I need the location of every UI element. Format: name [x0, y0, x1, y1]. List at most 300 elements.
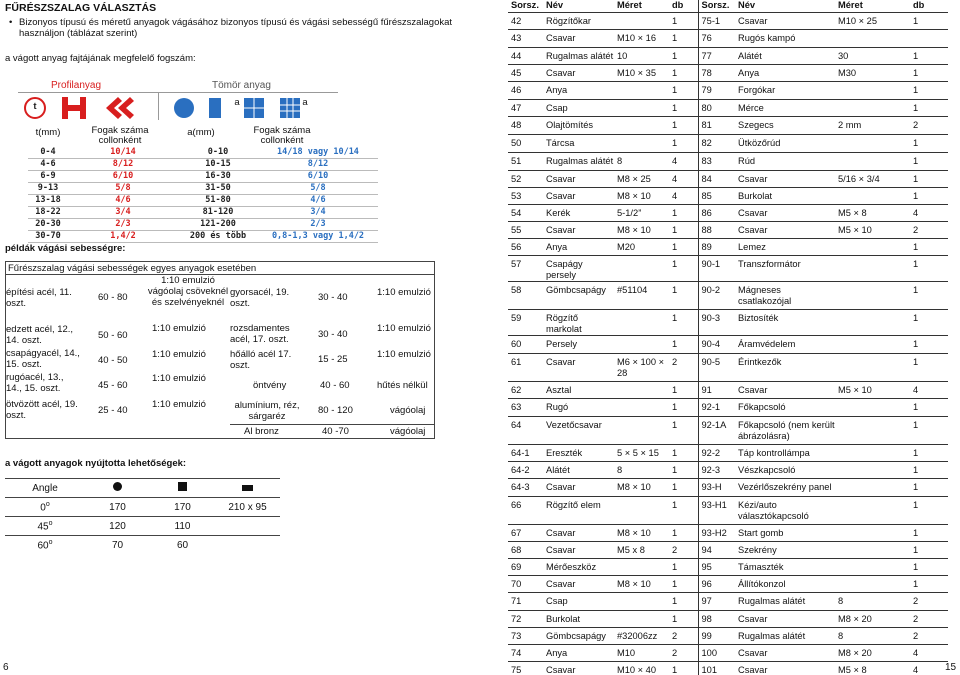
parts-cell: 92-3: [698, 461, 735, 478]
parts-cell: [614, 610, 669, 627]
parts-cell: 1: [669, 661, 698, 675]
parts-cell: 4: [669, 170, 698, 187]
teeth-cell: 0-10: [207, 146, 229, 157]
material-r3: hőálló acél 17. oszt.: [230, 349, 292, 371]
teeth-table: [28, 146, 378, 243]
parts-cell: 1: [669, 592, 698, 610]
parts-cell: 1: [669, 575, 698, 592]
parts-cell: 1: [910, 187, 948, 204]
h-beam-icon: [60, 95, 88, 121]
parts-cell: 2: [669, 644, 698, 661]
parts-row: [508, 152, 948, 170]
teeth-cell: 6-9: [40, 171, 56, 181]
parts-row: [508, 116, 948, 134]
material-r6: Al bronz: [244, 426, 279, 437]
parts-cell: Mágneses csatlakozójal: [735, 281, 835, 309]
parts-cell: 52: [508, 170, 543, 187]
intro-bullet: [5, 17, 460, 39]
teeth-row: [28, 158, 378, 170]
angle-profile-icon: [102, 95, 136, 121]
parts-cell: [835, 238, 910, 255]
parts-cell: Lemez: [735, 238, 835, 255]
coolant-r1: 1:10 emulzió: [377, 287, 431, 298]
parts-cell: Érintkezők: [735, 353, 835, 381]
parts-cell: Gömbcsapágy: [543, 627, 614, 644]
parts-cell: [835, 281, 910, 309]
teeth-row: [28, 218, 378, 230]
parts-cell: 90-2: [698, 281, 735, 309]
parts-cell: 2 mm: [835, 116, 910, 134]
parts-cell: M8 × 20: [835, 610, 910, 627]
parts-cell: M8 × 25: [614, 170, 669, 187]
parts-cell: 47: [508, 99, 543, 116]
degree-mark: o: [48, 519, 53, 527]
teeth-cell: 4-6: [40, 159, 56, 169]
parts-cell: 1: [669, 496, 698, 524]
parts-cell: Vezetőcsavar: [543, 416, 614, 444]
teeth-cell: 2/3: [115, 219, 131, 229]
parts-cell: 43: [508, 29, 543, 47]
parts-cell: Transzformátor: [735, 255, 835, 281]
parts-cell: [614, 592, 669, 610]
teeth-cell: 6/10: [307, 171, 329, 181]
right-page: [508, 0, 960, 675]
parts-row: [508, 134, 948, 152]
parts-row: [508, 335, 948, 353]
parts-row: [508, 47, 948, 64]
capacity-value: 110: [174, 520, 191, 532]
parts-cell: 1: [669, 309, 698, 335]
parts-cell: 2: [669, 627, 698, 644]
angle-value: [5, 498, 85, 517]
flat-bar-icon: [209, 98, 221, 118]
parts-row: [508, 610, 948, 627]
angle-degrees: 45: [37, 521, 49, 533]
material-5: ötvözött acél, 19. oszt.: [6, 399, 78, 421]
parts-cell: 1: [669, 204, 698, 221]
parts-header-row: [508, 0, 948, 12]
parts-cell: 56: [508, 238, 543, 255]
parts-cell: 51: [508, 152, 543, 170]
parts-cell: [614, 398, 669, 416]
parts-cell: Csavar: [543, 478, 614, 496]
material-r4: öntvény: [253, 380, 287, 391]
capacity-value: 70: [111, 539, 124, 551]
teeth-cell: 4/6: [115, 195, 131, 205]
parts-cell: [835, 99, 910, 116]
parts-row: [508, 64, 948, 81]
bullet-dot-icon: •: [9, 17, 13, 28]
parts-cell: Szekrény: [735, 541, 835, 558]
parts-row: [508, 398, 948, 416]
parts-cell: 46: [508, 81, 543, 99]
parts-cell: Csavar: [543, 524, 614, 541]
material-r1: gyorsacél, 19. oszt.: [230, 287, 290, 309]
parts-cell: [614, 255, 669, 281]
parts-cell: 90-1: [698, 255, 735, 281]
parts-cell: 93-H2: [698, 524, 735, 541]
coolant-r6: vágóolaj: [390, 426, 426, 437]
parts-cell: 95: [698, 558, 735, 575]
speed-2: 50 - 60: [98, 330, 128, 341]
parts-cell: M20: [614, 238, 669, 255]
parts-cell: 2: [669, 541, 698, 558]
teeth-cell: 81-120: [202, 207, 234, 217]
teeth-row: [28, 230, 378, 242]
teeth-cell: 5/8: [115, 183, 131, 193]
intro-text: Bizonyos típusú és méretű anyagok vágásához bizonyos típusú és vágási sebességű fűrészszalagokat használjon (táblázat szerint): [19, 17, 453, 39]
material-1: építési acél, 11. oszt.: [6, 287, 72, 309]
parts-cell: 86: [698, 204, 735, 221]
parts-cell: Rögzítőkar: [543, 12, 614, 29]
parts-row: [508, 187, 948, 204]
icon-t-label: t: [33, 101, 37, 112]
rect-section-icon: [215, 479, 280, 498]
parts-cell: [614, 99, 669, 116]
parts-cell: [835, 152, 910, 170]
parts-header-cell: Név: [543, 0, 614, 12]
parts-cell: 2: [910, 221, 948, 238]
parts-cell: Kézi/auto választókapcsoló: [735, 496, 835, 524]
col-fogak-1: Fogak száma collonként: [91, 125, 149, 146]
parts-cell: Biztosíték: [735, 309, 835, 335]
teeth-cell: 5/8: [310, 183, 326, 193]
speed-table: [5, 261, 435, 439]
parts-cell: 44: [508, 47, 543, 64]
parts-header-cell: Sorsz.: [508, 0, 543, 12]
parts-cell: 2: [910, 116, 948, 134]
parts-cell: [835, 335, 910, 353]
parts-cell: 59: [508, 309, 543, 335]
parts-row: [508, 309, 948, 335]
page-number-right: 15: [945, 662, 957, 673]
parts-cell: M8 × 10: [614, 478, 669, 496]
parts-cell: #32006zz: [614, 627, 669, 644]
parts-cell: 1: [669, 335, 698, 353]
angle-header-row: [5, 479, 280, 498]
material-3: csapágyacél, 14., 15. oszt.: [6, 348, 80, 370]
speed-bottom-rule: [230, 424, 434, 425]
parts-cell: 1: [669, 29, 698, 47]
parts-cell: M5 × 8: [835, 661, 910, 675]
parts-cell: 1: [669, 12, 698, 29]
parts-cell: [835, 444, 910, 461]
parts-cell: Csavar: [735, 170, 835, 187]
parts-cell: Csavar: [735, 610, 835, 627]
material-4: rugóacél, 13., 14., 15. oszt.: [6, 372, 64, 394]
parts-cell: 1: [910, 134, 948, 152]
parts-cell: Burkolat: [735, 187, 835, 204]
parts-row: [508, 170, 948, 187]
parts-cell: M8 × 10: [614, 221, 669, 238]
parts-cell: 1: [910, 47, 948, 64]
parts-cell: 88: [698, 221, 735, 238]
coolant-r2: 1:10 emulzió: [377, 323, 431, 334]
parts-cell: Rögzítő markolat: [543, 309, 614, 335]
parts-cell: 1: [910, 335, 948, 353]
parts-cell: [614, 309, 669, 335]
parts-cell: [614, 335, 669, 353]
material-2: edzett acél, 12., 14. oszt.: [6, 324, 74, 346]
parts-row: [508, 541, 948, 558]
coolant-3: 1:10 emulzió: [152, 349, 206, 360]
parts-cell: 8: [614, 461, 669, 478]
capacity-value: 170: [109, 501, 126, 513]
parts-cell: 1: [910, 478, 948, 496]
parts-cell: Csavar: [735, 381, 835, 398]
parts-cell: 1: [669, 381, 698, 398]
parts-cell: 1: [669, 221, 698, 238]
parts-cell: 1: [669, 281, 698, 309]
parts-header-cell: Sorsz.: [698, 0, 735, 12]
parts-row: [508, 353, 948, 381]
parts-cell: 1: [669, 64, 698, 81]
parts-cell: M30: [835, 64, 910, 81]
teeth-cell: 18-22: [35, 207, 61, 217]
parts-row: [508, 461, 948, 478]
capacity-value: 120: [109, 520, 126, 532]
parts-cell: 94: [698, 541, 735, 558]
parts-cell: 69: [508, 558, 543, 575]
parts-cell: Csavar: [735, 12, 835, 29]
parts-cell: Anya: [543, 81, 614, 99]
parts-cell: 1: [669, 116, 698, 134]
parts-cell: 2: [910, 592, 948, 610]
parts-cell: M5 × 10: [835, 221, 910, 238]
parts-table: [508, 0, 948, 675]
parts-cell: 42: [508, 12, 543, 29]
parts-cell: 1: [910, 64, 948, 81]
parts-cell: 1: [910, 353, 948, 381]
speed-4: 45 - 60: [98, 380, 128, 391]
parts-cell: 62: [508, 381, 543, 398]
parts-cell: Csavar: [543, 541, 614, 558]
page-number-left: 6: [3, 662, 9, 673]
speed-table-title: Fűrészszalag vágási sebességek egyes anyagok esetében: [8, 263, 257, 274]
parts-cell: 2: [910, 627, 948, 644]
parts-cell: 93-H: [698, 478, 735, 496]
parts-cell: 1: [910, 309, 948, 335]
speed-5: 25 - 40: [98, 405, 128, 416]
parts-cell: 54: [508, 204, 543, 221]
parts-cell: 1: [910, 541, 948, 558]
teeth-row: [28, 182, 378, 194]
parts-row: [508, 381, 948, 398]
parts-cell: Főkapcsoló: [735, 398, 835, 416]
parts-cell: 4: [669, 152, 698, 170]
teeth-cell: 13-18: [35, 195, 61, 205]
parts-cell: 58: [508, 281, 543, 309]
parts-cell: 10: [614, 47, 669, 64]
coolant-2: 1:10 emulzió: [152, 323, 206, 334]
parts-cell: 66: [508, 496, 543, 524]
parts-cell: Persely: [543, 335, 614, 353]
parts-cell: Csavar: [735, 661, 835, 675]
parts-cell: Start gomb: [735, 524, 835, 541]
parts-cell: 2: [910, 610, 948, 627]
parts-cell: Asztal: [543, 381, 614, 398]
parts-cell: 1: [910, 99, 948, 116]
round-bar-icon: [174, 98, 194, 118]
parts-cell: Csavar: [543, 661, 614, 675]
parts-cell: 1: [910, 461, 948, 478]
parts-cell: [835, 398, 910, 416]
speed-r4: 40 - 60: [320, 380, 350, 391]
parts-cell: 64-1: [508, 444, 543, 461]
parts-cell: 71: [508, 592, 543, 610]
parts-cell: 92-1: [698, 398, 735, 416]
parts-cell: 55: [508, 221, 543, 238]
parts-cell: M10 × 35: [614, 64, 669, 81]
parts-row: [508, 661, 948, 675]
parts-cell: 89: [698, 238, 735, 255]
speed-heading: példák vágási sebességre:: [5, 243, 126, 254]
parts-cell: 1: [669, 398, 698, 416]
coolant-1: 1:10 emulzió vágóolaj csöveknél és szelvényeknél: [147, 275, 229, 308]
parts-cell: M10 × 40: [614, 661, 669, 675]
parts-cell: 1: [669, 134, 698, 152]
parts-cell: 67: [508, 524, 543, 541]
parts-cell: Gömbcsapágy: [543, 281, 614, 309]
parts-cell: [614, 558, 669, 575]
parts-cell: 1: [910, 170, 948, 187]
parts-cell: 1: [910, 398, 948, 416]
parts-cell: Szegecs: [735, 116, 835, 134]
capacity-value: 60: [176, 539, 189, 551]
teeth-cell: 10/14: [110, 146, 136, 157]
speed-1: 60 - 80: [98, 292, 128, 303]
parts-row: [508, 575, 948, 592]
icon-a-label-2: a: [302, 97, 308, 108]
parts-cell: 90-5: [698, 353, 735, 381]
parts-row: [508, 238, 948, 255]
parts-cell: 68: [508, 541, 543, 558]
parts-cell: 75-1: [698, 12, 735, 29]
parts-cell: Állítókonzol: [735, 575, 835, 592]
parts-cell: Rúd: [735, 152, 835, 170]
parts-cell: 1: [669, 99, 698, 116]
parts-cell: [614, 496, 669, 524]
parts-cell: [835, 353, 910, 381]
angle-row: [5, 498, 280, 517]
teeth-cell: 51-80: [205, 195, 231, 205]
parts-cell: Rugalmas alátét: [543, 47, 614, 64]
parts-header-cell: Név: [735, 0, 835, 12]
angle-row: [5, 536, 280, 555]
parts-row: [508, 558, 948, 575]
angle-value: [5, 517, 85, 536]
parts-row: [508, 627, 948, 644]
parts-cell: Csavar: [543, 221, 614, 238]
parts-cell: 1: [910, 496, 948, 524]
parts-row: [508, 644, 948, 661]
parts-cell: 92-1A: [698, 416, 735, 444]
parts-header-cell: Méret: [614, 0, 669, 12]
parts-cell: 1: [669, 478, 698, 496]
teeth-cell: 14/18 vagy 10/14: [277, 146, 359, 157]
capacity-value: 210 x 95: [228, 501, 267, 513]
degree-mark: o: [45, 500, 50, 508]
parts-cell: Főkapcsoló (nem került ábrázolásra): [735, 416, 835, 444]
parts-cell: Rugalmas alátét: [543, 152, 614, 170]
parts-cell: [835, 187, 910, 204]
parts-row: [508, 592, 948, 610]
speed-r5: 80 - 120: [318, 405, 353, 416]
teeth-cell: 3/4: [115, 207, 131, 217]
parts-cell: [835, 541, 910, 558]
parts-row: [508, 281, 948, 309]
angle-table: [5, 478, 280, 555]
parts-cell: 2: [669, 353, 698, 381]
parts-cell: Anya: [543, 238, 614, 255]
parts-cell: 72: [508, 610, 543, 627]
header-rule: [18, 92, 338, 93]
teeth-cell: 200 és több: [189, 231, 247, 241]
parts-cell: [835, 558, 910, 575]
teeth-cell: 4/6: [310, 195, 326, 205]
parts-cell: 99: [698, 627, 735, 644]
parts-cell: 1: [910, 444, 948, 461]
parts-cell: M10 × 25: [835, 12, 910, 29]
parts-cell: 93-H1: [698, 496, 735, 524]
parts-cell: 50: [508, 134, 543, 152]
parts-cell: Rugalmas alátét: [735, 592, 835, 610]
parts-row: [508, 496, 948, 524]
parts-cell: 1: [669, 238, 698, 255]
parts-cell: Mérce: [735, 99, 835, 116]
capacity-value: [215, 517, 280, 536]
round-section-icon: [85, 479, 150, 498]
parts-cell: Alátét: [543, 461, 614, 478]
parts-cell: M8 × 10: [614, 524, 669, 541]
parts-cell: [614, 12, 669, 29]
parts-cell: 101: [698, 661, 735, 675]
col-t: t(mm): [35, 127, 61, 138]
parts-cell: 4: [910, 204, 948, 221]
degree-mark: o: [48, 539, 53, 547]
parts-cell: M8 × 20: [835, 644, 910, 661]
parts-cell: [614, 116, 669, 134]
parts-cell: M5 x 8: [614, 541, 669, 558]
parts-cell: 80: [698, 99, 735, 116]
parts-cell: M8 × 10: [614, 575, 669, 592]
square-section-icon: [150, 479, 215, 498]
teeth-cell: 30-70: [35, 231, 61, 241]
parts-cell: 57: [508, 255, 543, 281]
parts-header-cell: Méret: [835, 0, 910, 12]
speed-r1: 30 - 40: [318, 292, 348, 303]
parts-cell: [835, 29, 910, 47]
angle-value: [5, 536, 85, 555]
parts-cell: 48: [508, 116, 543, 134]
parts-row: [508, 478, 948, 496]
teeth-row: [28, 170, 378, 182]
parts-cell: 1: [910, 152, 948, 170]
parts-cell: 91: [698, 381, 735, 398]
parts-cell: M10: [614, 644, 669, 661]
parts-cell: 1: [910, 524, 948, 541]
parts-cell: 61: [508, 353, 543, 381]
parts-row: [508, 416, 948, 444]
parts-row: [508, 81, 948, 99]
parts-row: [508, 99, 948, 116]
parts-cell: 4: [910, 381, 948, 398]
parts-cell: 4: [669, 187, 698, 204]
angle-row: [5, 517, 280, 536]
parts-cell: 1: [669, 255, 698, 281]
teeth-row: [28, 194, 378, 206]
parts-cell: Rugós kampó: [735, 29, 835, 47]
